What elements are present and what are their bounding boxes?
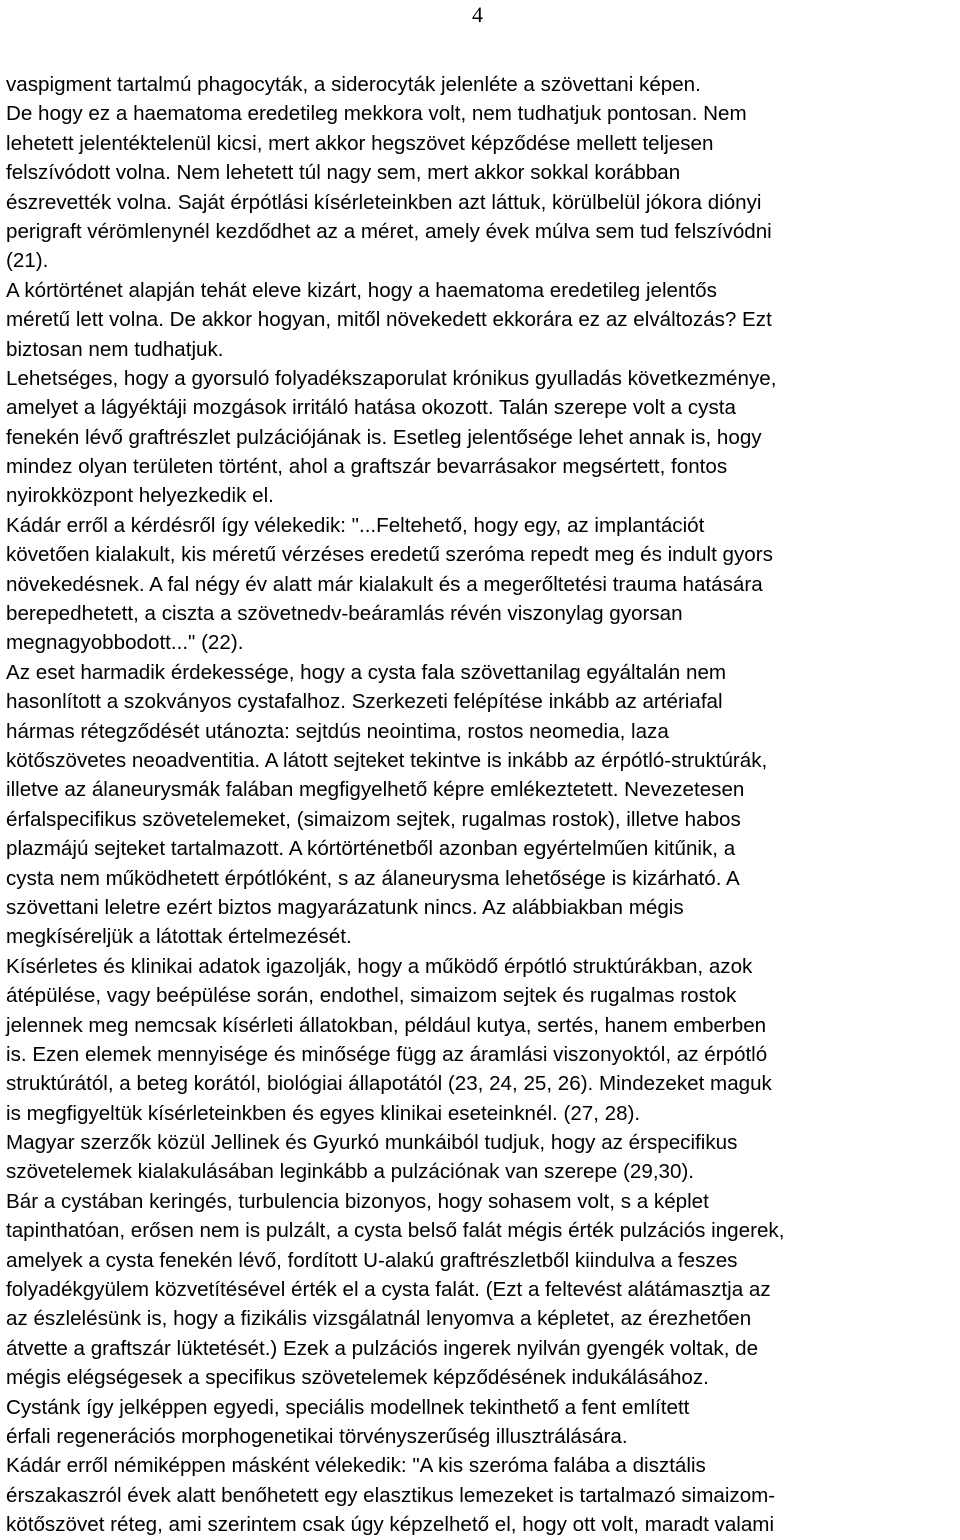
text-line: folyadékgyülem közvetítésével érték el a cysta falát. (Ezt a feltevést alátámasztja az bbox=[6, 1278, 771, 1302]
text-line: méretű lett volna. De akkor hogyan, mitől növekedett ekkorára ez az elváltozás? Ezt bbox=[6, 308, 772, 332]
text-line: amelyet a lágyéktáji mozgások irritáló hatása okozott. Talán szerepe volt a cysta bbox=[6, 396, 736, 420]
text-line: tapinthatóan, erősen nem is pulzált, a cysta belső falát mégis érték pulzációs ingerek, bbox=[6, 1219, 785, 1243]
text-line: érszakaszról évek alatt benőhetett egy elasztikus lemezeket is tartalmazó simaizom- bbox=[6, 1483, 776, 1507]
body-text bbox=[6, 70, 954, 1540]
text-line: Az eset harmadik érdekessége, hogy a cysta fala szövettanilag egyáltalán nem bbox=[6, 660, 727, 684]
page-number: 4 bbox=[472, 2, 483, 27]
text-line: mindez olyan területen történt, ahol a graftszár bevarrásakor megsértett, fontos bbox=[6, 455, 728, 479]
text-line: amelyek a cysta fenekén lévő, fordított U-alakú graftrészletből kiindulva a feszes bbox=[6, 1248, 738, 1272]
text-line: plazmájú sejteket tartalmazott. A kórtörténetből azonban egyértelműen kitűnik, a bbox=[6, 837, 736, 861]
text-line: Kádár erről a kérdésről így vélekedik: "...Feltehető, hogy egy, az implantációt bbox=[6, 513, 705, 537]
text-line: struktúrától, a beteg korától, biológiai állapotától (23, 24, 25, 26). Mindezeket maguk bbox=[6, 1072, 772, 1096]
text-line: biztosan nem tudhatjuk. bbox=[6, 337, 224, 361]
text-line: Kísérletes és klinikai adatok igazolják, hogy a működő érpótló struktúrákban, azok bbox=[6, 954, 753, 978]
text-line: szövetelemek kialakulásában leginkább a pulzációnak van szerepe (29,30). bbox=[6, 1160, 695, 1184]
text-line: érfalspecifikus szövetelemeket, (simaizom sejtek, rugalmas rostok), illetve habos bbox=[6, 807, 741, 831]
text-line: követően kialakult, kis méretű vérzéses eredetű szeróma repedt meg és indult gyors bbox=[6, 543, 773, 567]
text-line: megkíséreljük a látottak értelmezését. bbox=[6, 925, 352, 949]
text-line: észrevették volna. Saját érpótlási kísérleteinkben azt láttuk, körülbelül jókora diónyi bbox=[6, 190, 762, 214]
text-line: érfali regenerációs morphogenetikai törvényszerűség illusztrálására. bbox=[6, 1424, 628, 1448]
text-line: kötőszövetes neoadventitia. A látott sejteket tekintve is inkább az érpótló-struktúrák, bbox=[6, 748, 768, 772]
text-line: De hogy ez a haematoma eredetileg mekkora volt, nem tudhatjuk pontosan. Nem bbox=[6, 102, 747, 126]
text-line: A kórtörténet alapján tehát eleve kizárt, hogy a haematoma eredetileg jelentős bbox=[6, 278, 717, 302]
text-line: berepedhetett, a ciszta a szövetnedv-beáramlás révén viszonylag gyorsan bbox=[6, 602, 683, 626]
text-line: átépülése, vagy beépülése során, endothel, simaizom sejtek és rugalmas rostok bbox=[6, 984, 737, 1008]
text-line: Lehetséges, hogy a gyorsuló folyadékszaporulat krónikus gyulladás következménye, bbox=[6, 366, 777, 390]
text-line: vaspigment tartalmú phagocyták, a siderocyták jelenléte a szövettani képen. bbox=[6, 73, 701, 96]
text-line: is. Ezen elemek mennyisége és minősége függ az áramlási viszonyoktól, az érpótló bbox=[6, 1042, 768, 1066]
text-line: mégis elégségesek a specifikus szövetelemek képződésének indukálásához. bbox=[6, 1366, 709, 1390]
text-line: cysta nem működhetett érpótlóként, s az álaneurysma lehetősége is kizárható. A bbox=[6, 866, 740, 890]
text-line: átvette a graftszár lüktetését.) Ezek a pulzációs ingerek nyilván gyengék voltak, de bbox=[6, 1336, 759, 1360]
text-line: növekedésnek. A fal négy év alatt már kialakult és a megerőltetési trauma hatására bbox=[6, 572, 763, 596]
text-line: nyirokközpont helyezkedik el. bbox=[6, 484, 274, 508]
text-line: is megfigyeltük kísérleteinkben és egyes klinikai eseteinknél. (27, 28). bbox=[6, 1101, 641, 1125]
text-line: lehetett jelentéktelenül kicsi, mert akkor hegszövet képződése mellett teljesen bbox=[6, 131, 714, 155]
text-line: Magyar szerzők közül Jellinek és Gyurkó munkáiból tudjuk, hogy az érspecifikus bbox=[6, 1131, 738, 1155]
text-line: hármas rétegződését utánozta: sejtdús neointima, rostos neomedia, laza bbox=[6, 719, 669, 743]
text-line: fenekén lévő graftrészlet pulzációjának is. Esetleg jelentősége lehet annak is, hogy bbox=[6, 425, 762, 449]
text-line: megnagyobbodott..." (22). bbox=[6, 631, 244, 655]
text-line: felszívódott volna. Nem lehetett túl nagy sem, mert akkor sokkal korábban bbox=[6, 161, 681, 185]
text-line: jelennek meg nemcsak kísérleti állatokban, például kutya, sertés, hanem emberben bbox=[6, 1013, 767, 1037]
text-line: Bár a cystában keringés, turbulencia bizonyos, hogy sohasem volt, s a képlet bbox=[6, 1189, 709, 1213]
text-line: (21). bbox=[6, 249, 49, 273]
text-line: az észlelésünk is, hogy a fizikális vizsgálatnál lenyomva a képletet, az érezhetően bbox=[6, 1307, 752, 1331]
text-line: perigraft vérömlenynél kezdődhet az a méret, amely évek múlva sem tud felszívódni bbox=[6, 219, 772, 243]
text-line: szövettani leletre ezért biztos magyarázatunk nincs. Az alábbiakban mégis bbox=[6, 895, 684, 919]
text-line: kötőszövet réteg, ami szerintem csak úgy képzelhető el, hogy ott volt, maradt valami bbox=[6, 1513, 775, 1537]
text-line: hasonlított a szokványos cystafalhoz. Szerkezeti felépítése inkább az artériafal bbox=[6, 690, 723, 714]
text-line: illetve az álaneurysmák falában megfigyelhető képre emlékeztetett. Nevezetesen bbox=[6, 778, 745, 802]
text-line: Cystánk így jelképpen egyedi, speciális modellnek tekinthető a fent említett bbox=[6, 1395, 690, 1419]
text-line: Kádár erről némiképpen másként vélekedik: "A kis szeróma falába a disztális bbox=[6, 1454, 706, 1478]
